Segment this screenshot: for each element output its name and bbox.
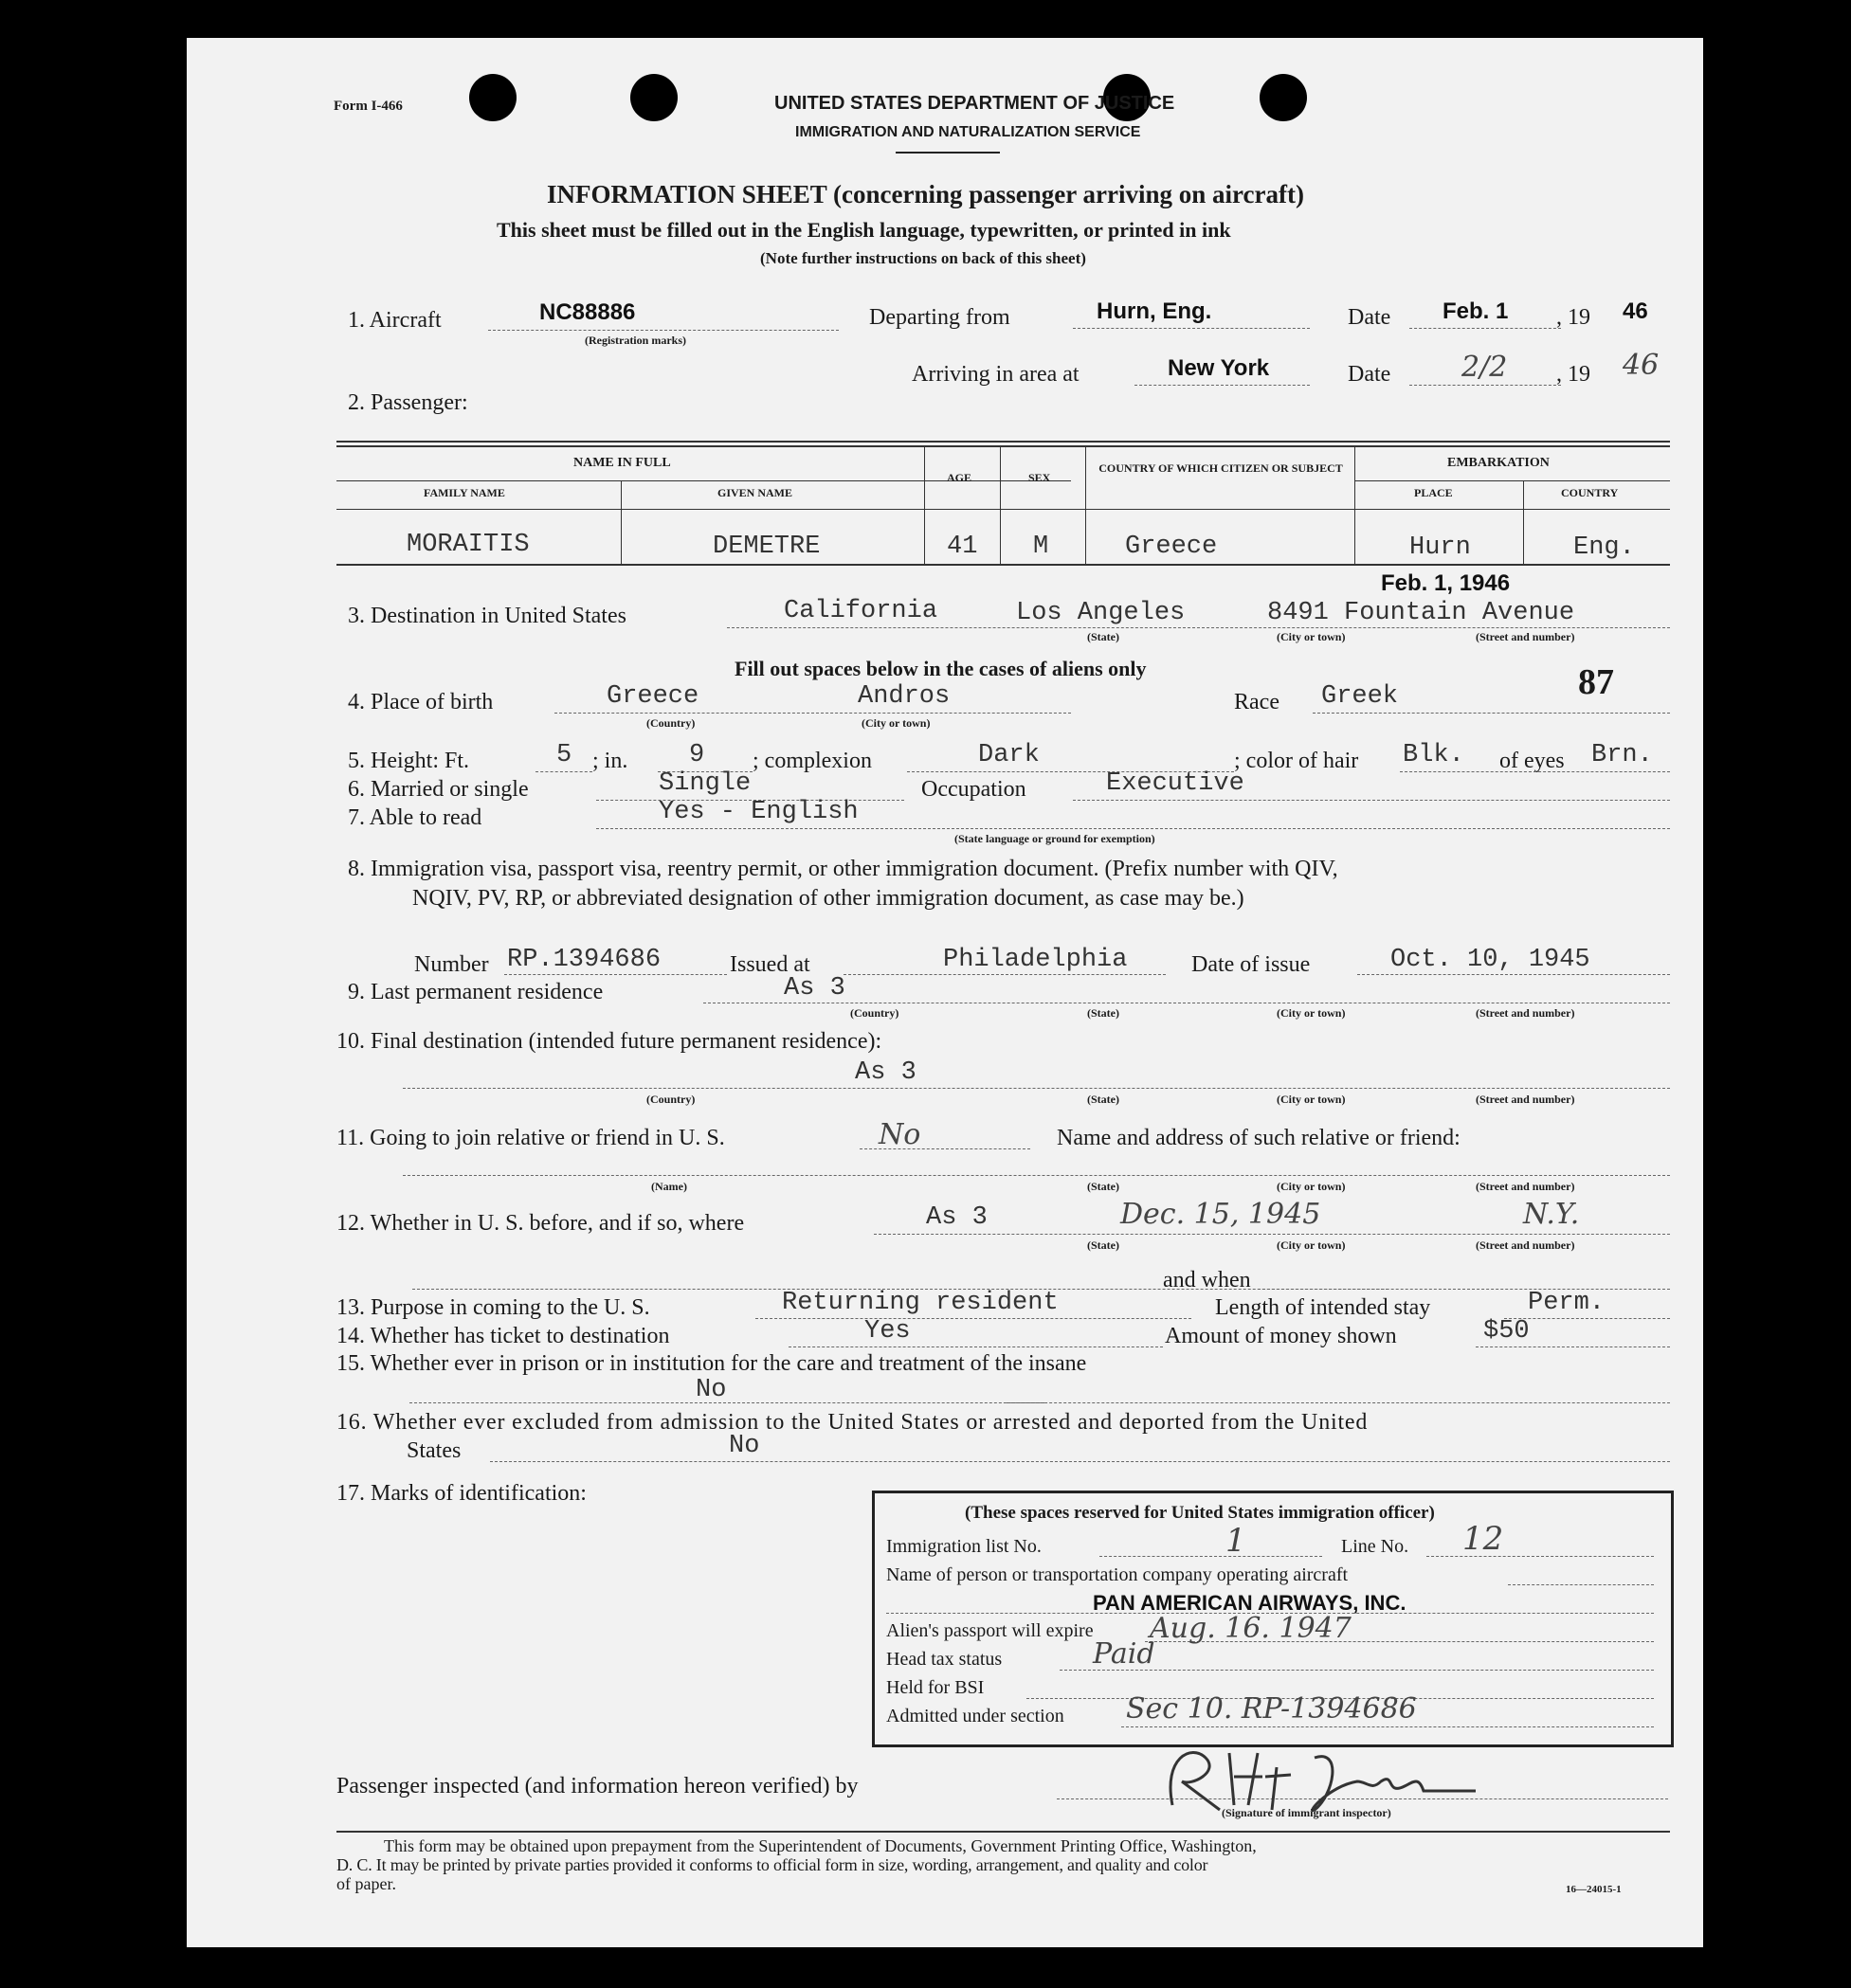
date2-label: Date <box>1348 362 1391 387</box>
admitted-label: Admitted under section <box>886 1706 1064 1726</box>
department-name: UNITED STATES DEPARTMENT OF JUSTICE <box>774 93 1175 114</box>
race-line <box>1313 713 1670 714</box>
punch-hole <box>630 74 678 121</box>
passport-label: Alien's passport will expire <box>886 1620 1094 1641</box>
birth-line <box>554 713 1071 714</box>
departing-value: Hurn, Eng. <box>1097 298 1212 324</box>
aircraft-line <box>488 330 839 331</box>
aircraft-value: NC88886 <box>539 299 636 325</box>
form-number: Form I-466 <box>334 99 403 114</box>
excluded-value: No <box>729 1432 760 1460</box>
q8-line2: NQIV, PV, RP, or abbreviated designation of other immigration document, as case may be.) <box>412 886 1244 911</box>
birth-label: 4. Place of birth <box>348 690 494 714</box>
th-sex: SEX <box>1028 471 1051 484</box>
read-value: Yes - English <box>659 798 859 826</box>
caption-city-birth: (City or town) <box>862 716 931 730</box>
final-destination-line <box>403 1088 1670 1089</box>
q8-line1: 8. Immigration visa, passport visa, reentry permit, or other immigration document. (Prefix number with QIV, <box>348 857 1338 881</box>
header-rule <box>896 152 1000 154</box>
operator-line-a <box>1508 1584 1654 1585</box>
issued-label: Issued at <box>730 952 810 977</box>
departing-label: Departing from <box>869 305 1010 330</box>
birth-city: Andros <box>858 682 951 711</box>
race-value: Greek <box>1321 682 1399 711</box>
ft-line <box>535 771 592 772</box>
reg-caption: (Registration marks) <box>585 334 686 347</box>
officer-box <box>872 1491 1674 1747</box>
eyes-value: Brn. <box>1591 741 1653 769</box>
ft-value: 5 <box>556 741 572 769</box>
excluded-line1: 16. Whether ever excluded from admission to the United States or arrested and deported from the United <box>336 1410 1369 1435</box>
caption-country: (Country) <box>646 716 696 730</box>
inspection-label: Passenger inspected (and information hereon verified) by <box>336 1774 859 1798</box>
th-name-in-full: NAME IN FULL <box>573 456 671 470</box>
table-col-divider <box>1000 445 1001 564</box>
footer-line2: D. C. It may be printed by private parties provided it conforms to official form in size, wording, arrangement, and quality and color <box>336 1855 1208 1874</box>
purpose-value: Returning resident <box>782 1289 1059 1317</box>
aircraft-label: 1. Aircraft <box>348 308 442 333</box>
family-name: MORAITIS <box>407 531 530 559</box>
doi-line <box>1357 974 1670 975</box>
caption-state: (State) <box>1087 1006 1119 1020</box>
punch-hole <box>469 74 517 121</box>
instructions-note: (Note further instructions on back of this sheet) <box>760 249 1086 267</box>
table-top-rule <box>336 445 1670 447</box>
stay-label: Length of intended stay <box>1215 1295 1431 1320</box>
marks-label: 17. Marks of identification: <box>336 1481 587 1506</box>
age-value: 41 <box>947 533 978 561</box>
date2-line <box>1409 385 1561 386</box>
given-name: DEMETRE <box>713 533 821 561</box>
arriving-line <box>1134 385 1310 386</box>
caption-street: (Street and number) <box>1476 630 1575 643</box>
birth-country: Greece <box>607 682 699 711</box>
passenger-label: 2. Passenger: <box>348 390 468 415</box>
join-value: No <box>879 1118 921 1151</box>
caption-country: (Country) <box>646 1093 696 1106</box>
hair-eyes-line <box>1400 771 1670 772</box>
date-line <box>1409 328 1561 329</box>
caption-city: (City or town) <box>1277 630 1346 643</box>
table-rule <box>1354 480 1670 481</box>
form-title: INFORMATION SHEET (concerning passenger arriving on aircraft) <box>547 180 1304 208</box>
join-address-line <box>403 1175 1670 1176</box>
punch-hole <box>1260 74 1307 121</box>
signature-caption: (Signature of immigrant inspector) <box>1222 1806 1391 1819</box>
purpose-line <box>755 1318 1191 1319</box>
and-when-label: and when <box>1163 1268 1251 1292</box>
date-label: Date <box>1348 305 1391 330</box>
arriving-value: New York <box>1168 355 1270 381</box>
th-age: AGE <box>947 471 972 484</box>
caption-street: (Street and number) <box>1476 1006 1575 1020</box>
number-label: Number <box>414 952 489 977</box>
married-label: 6. Married or single <box>348 777 529 802</box>
destination-line <box>727 627 1670 628</box>
note-number: 87 <box>1578 662 1614 702</box>
number-line <box>504 974 727 975</box>
stamp-date: Feb. 1, 1946 <box>1381 570 1511 596</box>
join-label2: Name and address of such relative or friend: <box>1057 1126 1461 1150</box>
headtax-label: Head tax status <box>886 1649 1003 1670</box>
table-header-bottom <box>336 509 1670 510</box>
headtax-value: Paid <box>1093 1637 1155 1671</box>
before-date: Dec. 15, 1945 <box>1120 1198 1321 1231</box>
year2-prefix: , 19 <box>1556 362 1590 387</box>
admitted-line <box>1121 1726 1654 1727</box>
th-given: GIVEN NAME <box>717 486 793 499</box>
when-line-b <box>1258 1289 1670 1290</box>
year-prefix: , 19 <box>1556 305 1590 330</box>
departing-line <box>1073 328 1310 329</box>
list-line <box>1099 1556 1322 1557</box>
caption-street: (Street and number) <box>1476 1093 1575 1106</box>
dest-street: 8491 Fountain Avenue <box>1267 599 1575 627</box>
date2-value: 2/2 <box>1461 351 1508 384</box>
race-label: Race <box>1234 690 1279 714</box>
issued-line <box>844 974 1166 975</box>
complexion-label: ; complexion <box>753 749 872 773</box>
doi-value: Oct. 10, 1945 <box>1390 946 1590 974</box>
money-value: $50 <box>1483 1317 1530 1346</box>
married-value: Single <box>659 769 752 798</box>
caption-country: (Country) <box>850 1006 899 1020</box>
year2-value: 46 <box>1623 349 1660 382</box>
excluded-line2: States <box>407 1438 462 1463</box>
stay-value: Perm. <box>1528 1289 1606 1317</box>
th-emb-country: COUNTRY <box>1561 486 1619 499</box>
purpose-label: 13. Purpose in coming to the U. S. <box>336 1295 650 1320</box>
table-col-divider <box>1523 480 1524 564</box>
before-label: 12. Whether in U. S. before, and if so, where <box>336 1211 745 1236</box>
ticket-value: Yes <box>864 1317 911 1346</box>
admitted-value: Sec 10. RP-1394686 <box>1126 1692 1417 1726</box>
caption-name: (Name) <box>651 1180 687 1193</box>
emb-country-value: Eng. <box>1573 533 1635 562</box>
table-top-rule <box>336 441 1670 443</box>
prison-value: No <box>696 1376 727 1404</box>
table-bottom-rule <box>336 564 1670 566</box>
read-caption: (State language or ground for exemption) <box>954 832 1155 845</box>
last-residence-label: 9. Last permanent residence <box>348 980 604 1004</box>
caption-state: (State) <box>1087 1093 1119 1106</box>
th-place: PLACE <box>1414 486 1453 499</box>
list-label: Immigration list No. <box>886 1536 1042 1557</box>
year-value: 46 <box>1623 298 1648 324</box>
in-value: 9 <box>689 741 705 769</box>
operator-label: Name of person or transportation company operating aircraft <box>886 1564 1349 1585</box>
emb-place-value: Hurn <box>1409 533 1471 562</box>
form-page <box>187 38 1703 1947</box>
th-country: COUNTRY OF WHICH CITIZEN OR SUBJECT <box>1098 461 1343 475</box>
arriving-label: Arriving in area at <box>912 362 1080 387</box>
final-destination-label: 10. Final destination (intended future permanent residence): <box>336 1029 882 1054</box>
caption-street: (Street and number) <box>1476 1180 1575 1193</box>
list-value: 1 <box>1225 1522 1246 1560</box>
complexion-value: Dark <box>978 741 1040 769</box>
doi-label: Date of issue <box>1191 952 1311 977</box>
ticket-label: 14. Whether has ticket to destination <box>336 1324 670 1348</box>
table-col-divider <box>621 480 622 564</box>
service-name: IMMIGRATION AND NATURALIZATION SERVICE <box>795 124 1141 140</box>
bsi-label: Held for BSI <box>886 1677 985 1698</box>
read-label: 7. Able to read <box>348 805 482 830</box>
issued-value: Philadelphia <box>943 946 1128 974</box>
footer-line1: This form may be obtained upon prepayment from the Superintendent of Documents, Government Printing Office, Washington, <box>384 1836 1257 1855</box>
sex-value: M <box>1033 533 1049 561</box>
hair-value: Blk. <box>1403 741 1464 769</box>
money-line <box>1476 1346 1670 1347</box>
footer-code: 16—24015-1 <box>1566 1884 1622 1895</box>
operator-value: PAN AMERICAN AIRWAYS, INC. <box>1093 1591 1406 1615</box>
hair-label: ; color of hair <box>1234 749 1359 773</box>
destination-label: 3. Destination in United States <box>348 604 626 628</box>
table-col-divider <box>1085 445 1086 564</box>
prison-line-a <box>409 1402 1044 1403</box>
th-family: FAMILY NAME <box>424 486 505 499</box>
occupation-label: Occupation <box>921 777 1026 802</box>
excluded-line <box>490 1461 1670 1462</box>
caption-state: (State) <box>1087 1180 1119 1193</box>
dest-state: California <box>784 597 938 625</box>
caption-state: (State) <box>1087 1238 1119 1252</box>
ticket-line <box>789 1346 1163 1347</box>
read-line <box>596 828 1670 829</box>
footer-line3: of paper. <box>336 1874 396 1893</box>
table-col-divider <box>1354 445 1355 564</box>
caption-city: (City or town) <box>1277 1180 1346 1193</box>
prison-line-b <box>1007 1402 1670 1403</box>
occupation-value: Executive <box>1106 769 1244 798</box>
dest-city: Los Angeles <box>1016 599 1186 627</box>
final-destination-value: As 3 <box>855 1058 916 1087</box>
caption-city: (City or town) <box>1277 1238 1346 1252</box>
date-value: Feb. 1 <box>1443 298 1509 324</box>
th-embarkation: EMBARKATION <box>1447 456 1550 470</box>
eyes-label: of eyes <box>1499 749 1565 773</box>
line-line <box>1426 1556 1654 1557</box>
last-residence-value: As 3 <box>784 974 845 1003</box>
number-value: RP.1394686 <box>507 946 662 974</box>
before-place: N.Y. <box>1523 1198 1580 1231</box>
in-label: ; in. <box>592 749 628 773</box>
before-line <box>874 1234 1670 1235</box>
prison-label: 15. Whether ever in prison or in institution for the care and treatment of the insane <box>336 1351 1087 1376</box>
caption-city: (City or town) <box>1277 1093 1346 1106</box>
caption-state: (State) <box>1087 630 1119 643</box>
occupation-line <box>1073 800 1670 801</box>
table-col-divider <box>924 445 925 564</box>
passport-value: Aug. 16. 1947 <box>1150 1612 1352 1645</box>
aliens-note: Fill out spaces below in the cases of aliens only <box>735 657 1147 680</box>
line-value: 12 <box>1462 1520 1504 1558</box>
height-label: 5. Height: Ft. <box>348 749 470 773</box>
officer-box-title: (These spaces reserved for United States immigration officer) <box>965 1503 1435 1523</box>
money-label: Amount of money shown <box>1165 1324 1397 1348</box>
instructions: This sheet must be filled out in the English language, typewritten, or printed in ink <box>497 218 1231 242</box>
caption-street: (Street and number) <box>1476 1238 1575 1252</box>
before-value: As 3 <box>926 1203 988 1232</box>
line-label: Line No. <box>1341 1536 1409 1557</box>
caption-city: (City or town) <box>1277 1006 1346 1020</box>
citizenship-value: Greece <box>1125 533 1218 561</box>
join-label: 11. Going to join relative or friend in U. S. <box>336 1126 725 1150</box>
footer-rule <box>336 1831 1670 1833</box>
